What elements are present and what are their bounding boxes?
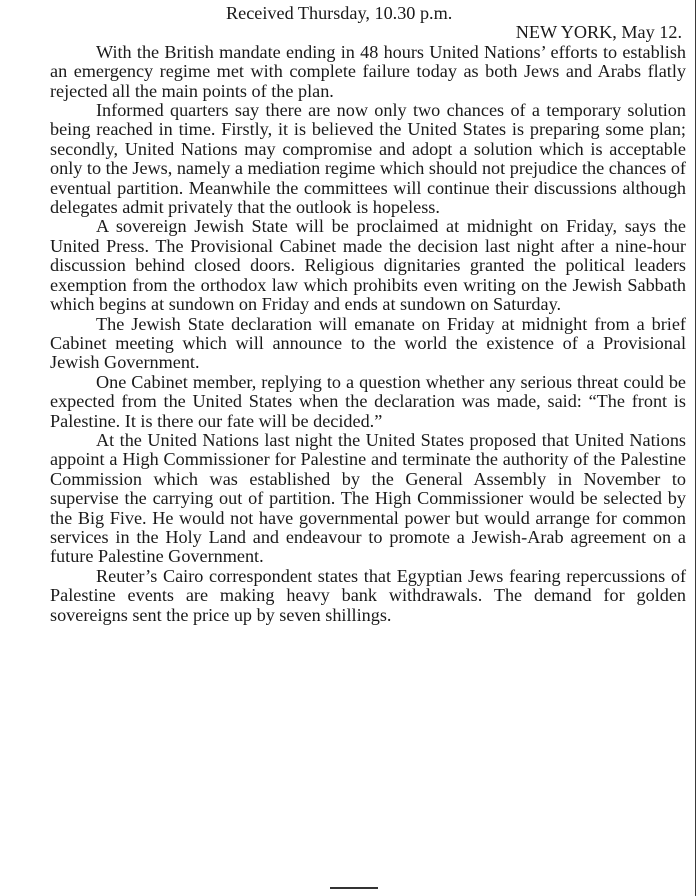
paragraph-us-proposal: At the United Nations last night the United States proposed that United Nations appoint a High Commissioner for Palestine and terminate the authority of the Palestine Commission which was established by the General Assembly in November to supervise the carrying out of partition. The High Commissioner would be selected by the Big Five. He would not have governmental power but would arrange for common services in the Holy Land and endeavour to promote a Jewish-Arab agreement on a future Palestine Government. [50, 429, 686, 567]
paragraph-mandate-ending: With the British mandate ending in 48 hours United Nations’ efforts to establish an emergency regime met with complete failure today as both Jews and Arabs flatly rejected all the main points of the plan. [50, 41, 686, 101]
received-line: Received Thursday, 10.30 p.m. [226, 3, 453, 23]
paragraph-informed-quarters: Informed quarters say there are now only two chances of a temporary solution being reached in time. Firstly, it is believed the United States is preparing some plan; secondly, United Nations may compromise and adopt a solution which is acceptable only to the Jews, namely a mediation regime which should not prejudice the chances of eventual partition. Meanwhile the committees will continue their discussions although delegates admit privately that the outlook is hopeless. [50, 100, 686, 218]
paragraph-cabinet-member: One Cabinet member, replying to a question whether any serious threat could be expected from the United States when the declaration was made, said: “The front is Palestine. It is there our fate will be decided.” [50, 371, 686, 431]
dateline: NEW YORK, May 12. [515, 22, 682, 43]
paragraph-sovereign-state: A sovereign Jewish State will be proclaimed at midnight on Friday, says the United Press. The Provisional Cabinet made the decision last night after a nine-hour discussion behind closed doors. Religious dignitaries granted the political leaders exemption from the orthodox law which prohibits even writing on the Jewish Sabbath which begins at sundown on Friday and ends at sundown on Saturday. [50, 216, 686, 315]
section-divider [330, 887, 378, 889]
paragraph-cairo-correspondent: Reuter’s Cairo correspondent states that Egyptian Jews fearing repercussions of Palestine events are making heavy bank withdrawals. The demand for golden sovereigns sent the price up by seven shillings. [50, 565, 686, 625]
paragraph-state-declaration: The Jewish State declaration will emanate on Friday at midnight from a brief Cabinet meeting which will announce to the world the existence of a Provisional Jewish Government. [50, 313, 686, 373]
column-rule [695, 0, 696, 896]
news-article [50, 4, 686, 625]
